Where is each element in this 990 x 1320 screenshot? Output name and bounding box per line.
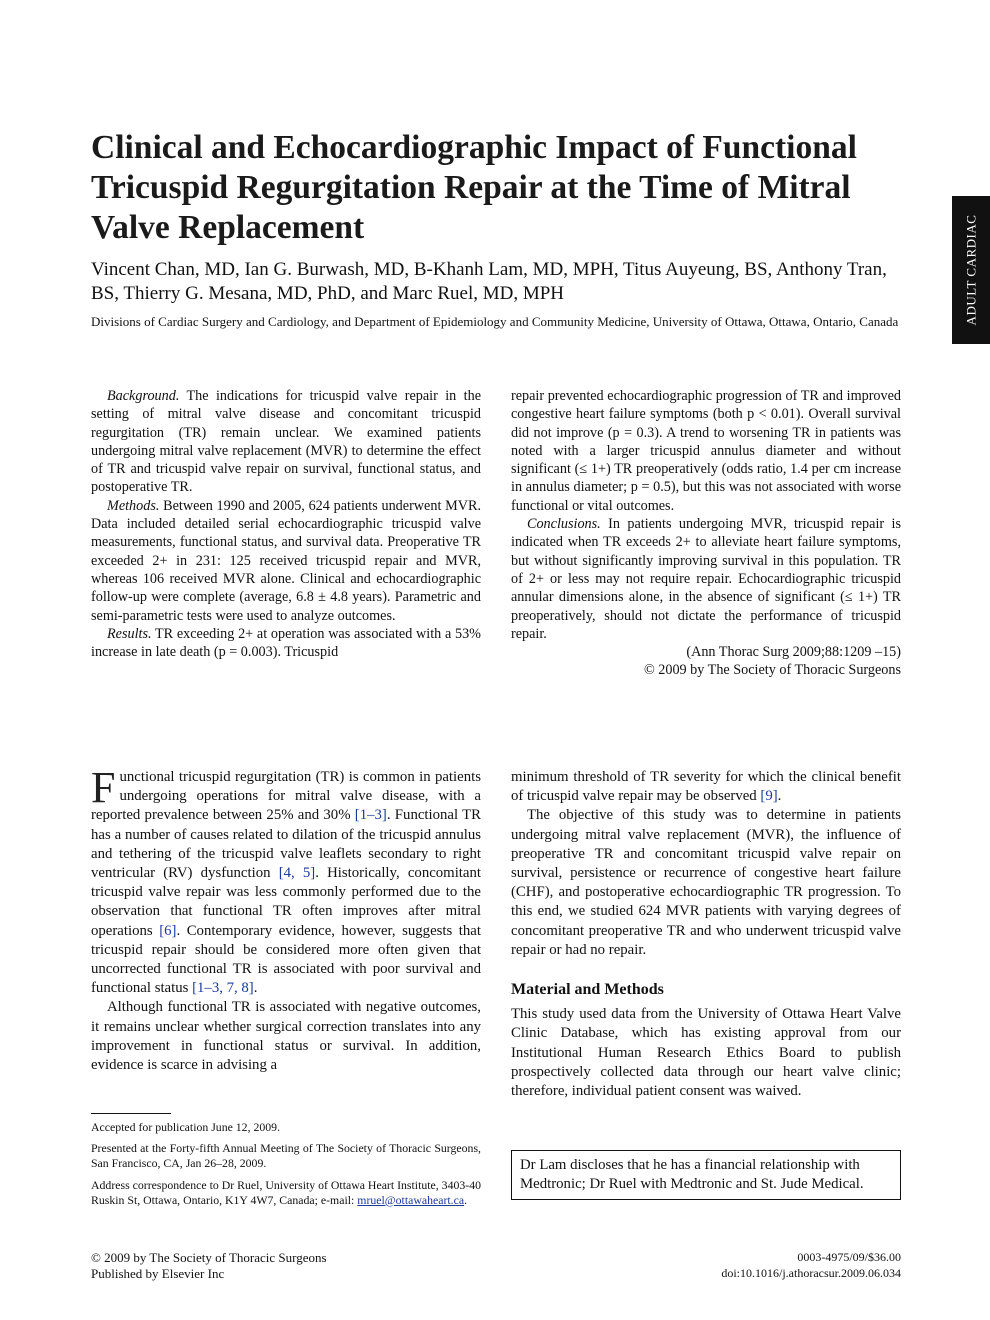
footer-copyright: © 2009 by The Society of Thoracic Surgeons: [91, 1250, 327, 1265]
abstract-conclusions: Conclusions. In patients undergoing MVR, tricuspid repair is indicated when TR exceeds 2+ to alleviate heart failure symptoms, but without significantly improving survival in this population. TR of 2+ or less may not require repair. Echocardiographic tricuspid annular dimensions alone, in the absence of significant (≤ 1+) TR preoperatively, should not dictate the performance of tricuspid repair.: [511, 516, 901, 642]
abstract-background: Background. The indications for tricuspid valve repair in the setting of mitral valve disease and concomitant tricuspid regurgitation (TR) remain unclear. We examined patients undergoing mitral valve replacement (MVR) to determine the effect of TR and tricuspid valve repair on survival, functional status, and postoperative TR.: [91, 388, 481, 496]
footer-right: [600, 1250, 901, 1281]
body-paragraph: Although functional TR is associated with negative outcomes, it remains unclear whether surgical correction translates into any improvement in functional status or survival. In addition, evidence is scarce in advising a: [91, 999, 481, 1074]
footer-publisher: Published by Elsevier Inc: [91, 1265, 225, 1281]
reference-link[interactable]: [9]: [760, 788, 778, 805]
footnote-accepted: Accepted for publication June 12, 2009.: [91, 1120, 281, 1134]
drop-cap: F: [91, 763, 116, 812]
author-list: Vincent Chan, MD, Ian G. Burwash, MD, B-Khanh Lam, MD, MPH, Titus Auyeung, BS, Anthony Tran, BS, Thierry G. Mesana, MD, PhD, and Marc Ruel, MD, MPH: [91, 259, 887, 304]
reference-link[interactable]: [4, 5]: [278, 865, 316, 882]
footer-issn: 0003-4975/09/$36.00: [797, 1250, 901, 1264]
abstract-methods: Methods. Between 1990 and 2005, 624 patients underwent MVR. Data included detailed serial echocardiographic tricuspid valve measurements, functional status, and survival data. Preoperative TR exceeded 2+ in 231: 125 received tricuspid repair and MVR, whereas 106 received MVR alone. Clinical and echocardiographic follow-up were complete (average, 6.8 ± 4.8 years). Parametric and semi-parametric tests were used to analyze outcomes.: [91, 497, 481, 624]
article-title: Clinical and Echocardiographic Impact of Functional Tricuspid Regurgitation Repair at the Time of Mitral Valve Replacement: [91, 129, 857, 246]
body-paragraph: minimum threshold of TR severity for which the clinical benefit of tricuspid valve repair may be observed [9].: [511, 769, 901, 805]
footnote-presented: Presented at the Forty-fifth Annual Meeting of The Society of Thoracic Surgeons, San Francisco, CA, Jan 26–28, 2009.: [91, 1141, 481, 1171]
abstract-column-right: [511, 387, 901, 680]
abstract-citation: (Ann Thorac Surg 2009;88:1209 –15): [686, 644, 901, 661]
affiliation: Divisions of Cardiac Surgery and Cardiology, and Department of Epidemiology and Community Medicine, University of Ottawa, Ottawa, Ontario, Canada: [91, 314, 899, 329]
footnotes: [91, 1120, 481, 1214]
reference-link[interactable]: [1–3]: [354, 807, 387, 824]
abstract-results-cont: repair prevented echocardiographic progression of TR and improved congestive heart failure symptoms (both p < 0.01). Overall survival did not improve (p = 0.3). A trend to worsening TR in patients was noted with a larger tricuspid annulus diameter and without significant (≤ 1+) TR preoperatively (odds ratio, 1.4 per cm increase in annulus diameter; p = 0.5), but this was not associated with worse functional or vital outcomes.: [511, 388, 901, 514]
section-tab: [952, 196, 990, 344]
body-paragraph: The objective of this study was to determine in patients undergoing mitral valve replacement (MVR), the influence of preoperative TR and concomitant tricuspid valve repair on survival, persistence or recurrence of congestive heart failure (CHF), and postoperative echocardiographic TR progression. To this end, we studied 624 MVR patients with varying degrees of concomitant preoperative TR and who underwent tricuspid valve repair or had no repair.: [511, 807, 901, 958]
disclosure-box: Dr Lam discloses that he has a financial relationship with Medtronic; Dr Ruel with Medtronic and St. Jude Medical.: [511, 1150, 901, 1200]
footer-left: [91, 1250, 327, 1281]
reference-link[interactable]: [6]: [159, 922, 177, 939]
section-tab-label: ADULT CARDIAC: [963, 214, 978, 326]
body-column-left: [91, 763, 481, 1075]
body-paragraph: Functional tricuspid regurgitation (TR) is common in patients undergoing operations for mitral valve disease, with a reported prevalence between 25% and 30% [1–3]. Functional TR has a number of causes related to dilation of the tricuspid annulus and tethering of the tricuspid valve leaflets secondary to right ventricular (RV) dysfunction [4, 5]. Historically, concomitant tricuspid valve repair was less commonly performed due to the observation that functional TR often improves after mitral operations [6]. Contemporary evidence, however, suggests that tricuspid repair should be considered more often given that uncorrected functional TR is associated with poor survival and functional status [1–3, 7, 8].: [91, 763, 481, 997]
abstract-column-left: [91, 387, 481, 661]
footnote-address: Address correspondence to Dr Ruel, University of Ottawa Heart Institute, 3403-40 Ruskin St, Ottawa, Ontario, K1Y 4W7, Canada; e-mail: mruel@ottawaheart.ca.: [91, 1177, 481, 1207]
footer-doi: doi:10.1016/j.athoracsur.2009.06.034: [721, 1265, 901, 1280]
email-link[interactable]: mruel@ottawaheart.ca: [357, 1192, 465, 1207]
section-heading: Material and Methods: [511, 981, 664, 999]
body-paragraph: This study used data from the University of Ottawa Heart Valve Clinic Database, which has existing approval from our Institutional Human Research Ethics Board to publish prospectively collected data through our heart valve clinic; therefore, individual patient consent was waived.: [511, 1006, 901, 1100]
abstract-results: Results. TR exceeding 2+ at operation was associated with a 53% increase in late death (p = 0.003). Tricuspid: [91, 625, 481, 661]
abstract-copyright: © 2009 by The Society of Thoracic Surgeons: [643, 662, 901, 679]
reference-link[interactable]: [1–3, 7, 8]: [192, 980, 254, 997]
body-column-right: [511, 768, 901, 1101]
footnote-divider: [91, 1113, 171, 1114]
